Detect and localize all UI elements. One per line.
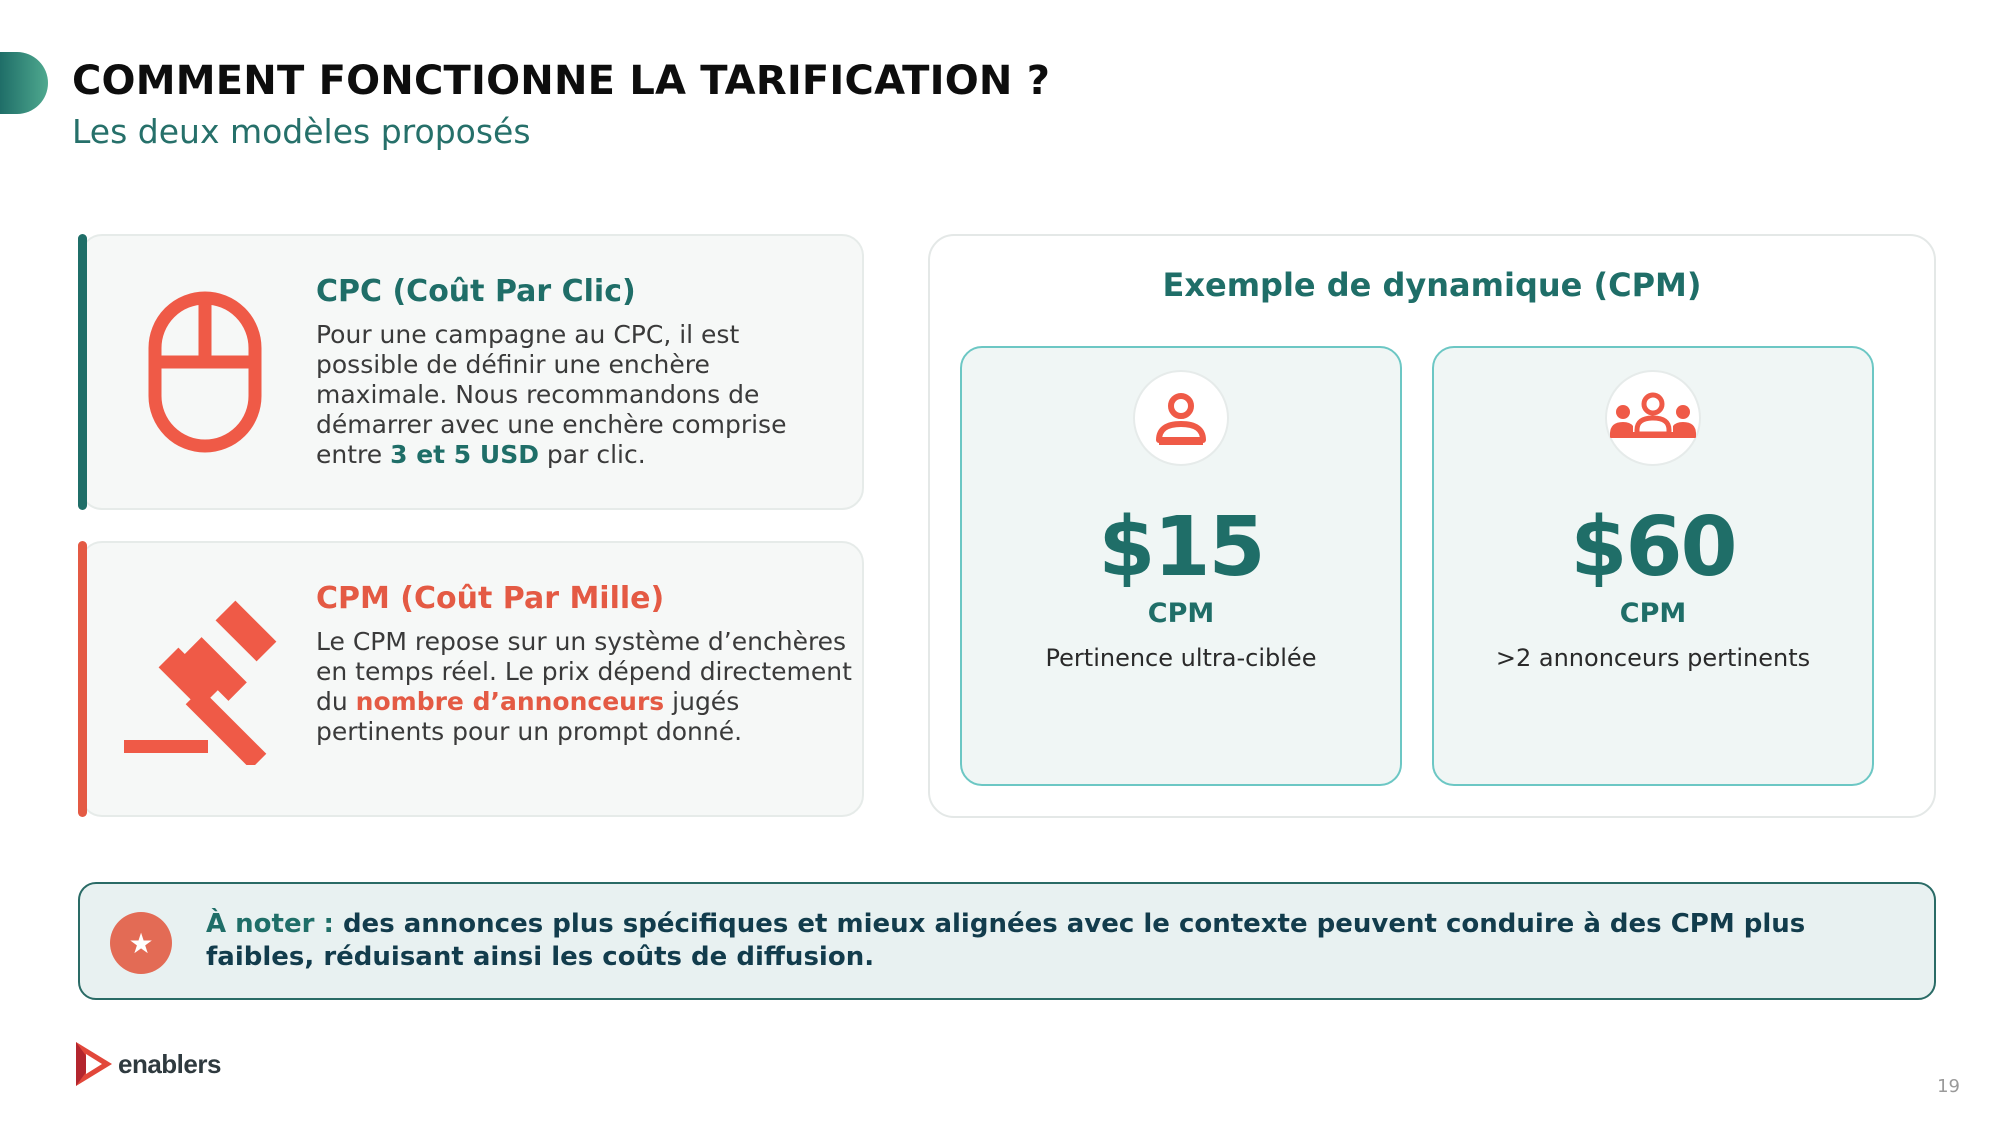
cpc-card <box>80 234 864 510</box>
note-callout <box>78 882 1936 1000</box>
tier-price: $60 <box>1570 500 1736 595</box>
tier-description: >2 annonceurs pertinents <box>1495 644 1811 672</box>
cpm-card-description: Le CPM repose sur un système d’enchères en temps réel. Le prix dépend directement du nombre d’annonceurs jugés pertinents pour un prompt donné. <box>316 627 852 746</box>
cpc-bid-range: 3 et 5 USD <box>390 440 539 469</box>
note-text: À noter : des annonces plus spécifiques et mieux alignées avec le contexte peuvent conduire à des CPM plus faibles, réduisant ainsi les coûts de diffusion. <box>206 909 1806 972</box>
user-group-icon <box>1605 370 1701 466</box>
enablers-logo <box>72 1040 221 1088</box>
tier-unit: CPM <box>1619 598 1687 629</box>
star-icon: ★ <box>110 912 172 974</box>
cpm-card-title: CPM (Coût Par Mille) <box>316 581 665 616</box>
cpm-card-accent-bar <box>78 541 87 817</box>
title-tab-accent <box>0 52 48 114</box>
logo-text: enablers <box>118 1048 221 1079</box>
cpc-card-accent-bar <box>78 234 87 510</box>
cpc-card-title: CPC (Coût Par Clic) <box>316 274 636 309</box>
mouse-icon <box>120 288 290 458</box>
gavel-icon <box>120 595 290 765</box>
page-subtitle: Les deux modèles proposés <box>72 112 531 151</box>
page-number: 19 <box>1937 1076 1960 1097</box>
note-label: À noter : <box>206 909 334 939</box>
cpm-card <box>80 541 864 817</box>
cpc-card-description: Pour une campagne au CPC, il est possible de définir une enchère maximale. Nous recommandons de démarrer avec une enchère comprise entre 3 et 5 USD par clic. <box>316 320 787 469</box>
cpm-example-panel <box>928 234 1936 818</box>
page-title: COMMENT FONCTIONNE LA TARIFICATION ? <box>72 58 1051 104</box>
play-logo-icon <box>72 1040 116 1088</box>
tier-price: $15 <box>1098 500 1264 595</box>
single-user-icon <box>1133 370 1229 466</box>
tier-card <box>1432 346 1874 786</box>
tier-card <box>960 346 1402 786</box>
tier-description: Pertinence ultra-ciblée <box>1045 644 1317 672</box>
cpm-advertiser-count: nombre d’annonceurs <box>355 687 665 716</box>
tier-unit: CPM <box>1147 598 1215 629</box>
example-title: Exemple de dynamique (CPM) <box>1162 266 1702 304</box>
